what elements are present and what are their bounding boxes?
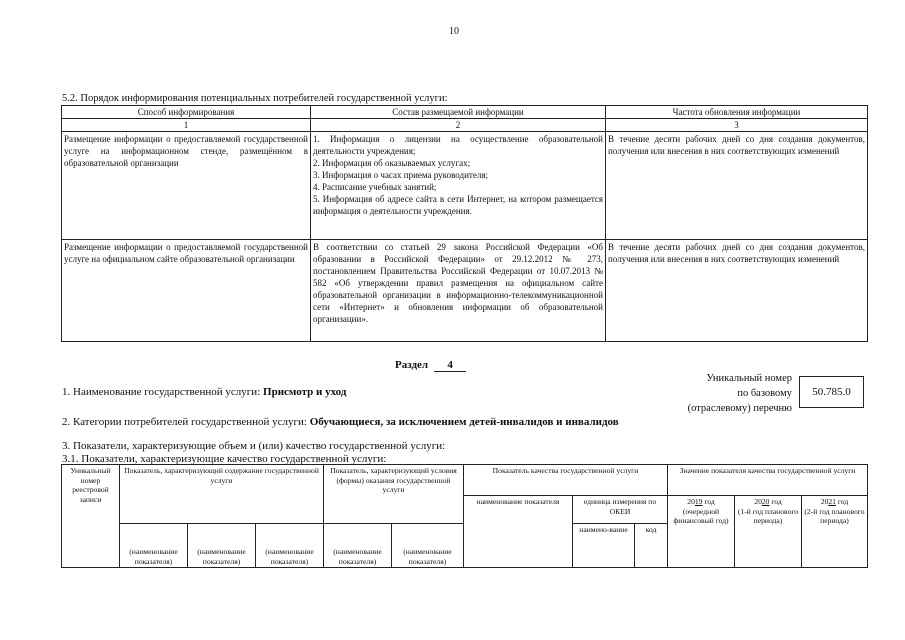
content-indicator-1: (наименование показателя): [120, 524, 188, 568]
quality-indicators-heading: 3.1. Показатели, характеризующие качество государственной услуги:: [62, 453, 387, 465]
col-unit-code: код: [635, 524, 668, 568]
year-1-note: (очередной финансовый год): [673, 506, 729, 525]
row1-method: Размещение информации о предоставляемой государственной услуге на информационном стенде, размещённом в образовательной организации: [62, 132, 311, 240]
row1-content-line: 5. Информация об адресе сайта в сети Интернет, на котором размещается информация о деятельности учреждения.: [313, 194, 603, 216]
consumer-category-prefix: 2. Категории потребителей государственной услуги:: [62, 416, 310, 428]
col-unique-record: Уникальный номер реестровой записи: [62, 465, 120, 568]
table-header-row: [62, 106, 868, 119]
col-indicator-name: наименование показателя: [464, 496, 573, 568]
col-quality-values: Значение показателя качества государственной услуги: [668, 465, 868, 496]
year-2-value: 20: [761, 497, 770, 506]
table-number-row: [62, 119, 868, 132]
table2-header-row: [62, 465, 868, 496]
col-unit-okei: единица измерения по ОКЕИ: [573, 496, 668, 524]
header-frequency: Частота обновления информации: [606, 106, 868, 119]
service-name-value: Присмотр и уход: [263, 386, 347, 398]
col-quality-indicator: Показатель качества государственной услуги: [464, 465, 668, 496]
col-year-3: 2021 год (2-й год планового периода): [802, 496, 868, 568]
condition-indicator-1: (наименование показателя): [324, 524, 392, 568]
year-3-value: 21: [828, 497, 836, 506]
header-num-3: 3: [606, 119, 868, 132]
unique-number-line1: Уникальный номер: [706, 373, 792, 384]
year-1-value: 19: [694, 497, 703, 506]
col-year-2: 2020 год (1-й год планового периода): [735, 496, 802, 568]
row1-content-line: 4. Расписание учебных занятий;: [313, 182, 437, 192]
year-2-note: (1-й год планового периода): [737, 506, 799, 525]
unique-number-line3: (отраслевому) перечню: [687, 403, 792, 414]
year-3-note: (2-й год планового периода): [804, 506, 865, 525]
row2-content: В соответствии со статьей 29 закона Российской Федерации «Об образовании в Российской Федерации» от 29.12.2012 № 273, постановлением Правительства Российской Федерации от 10.07.2013 № 582 «Об утверждении правил размещения на официальном сайте образовательной организации в информационно-телекоммуникационной сети «Интернет» и обновления информации об образовательной организации».: [311, 240, 606, 342]
header-num-1: 1: [62, 119, 311, 132]
header-num-2: 2: [311, 119, 606, 132]
header-content: Состав размещаемой информации: [311, 106, 606, 119]
row1-content-line: 1. Информация о лицензии на осуществление образовательной деятельности учреждения;: [313, 134, 603, 156]
row1-content-line: 3. Информация о часах приема руководителя;: [313, 170, 488, 180]
unique-number-label: [688, 371, 792, 416]
consumer-category-line: [62, 416, 619, 428]
content-indicator-3: (наименование показателя): [256, 524, 324, 568]
condition-indicator-2: (наименование показателя): [392, 524, 464, 568]
content-indicator-2: (наименование показателя): [188, 524, 256, 568]
row1-frequency: В течение десяти рабочих дней со дня создания документов, получения или внесения в них соответствующих изменений: [606, 132, 868, 240]
quality-indicators-table: [61, 464, 868, 568]
row2-frequency: В течение десяти рабочих дней со дня создания документов, получения или внесения в них соответствующих изменений: [606, 240, 868, 342]
table-row: [62, 132, 868, 240]
col-content-indicator: Показатель, характеризующий содержание государственной услуги: [120, 465, 324, 496]
col-conditions-indicator: Показатель, характеризующий условия (формы) оказания государственной услуги: [324, 465, 464, 496]
col-year-1: 2019 год (очередной финансовый год): [668, 496, 735, 568]
col-unit-name: наимено-вание: [573, 524, 635, 568]
row1-content: [311, 132, 606, 240]
section-5-2-title: 5.2. Порядок информирования потенциальных потребителей государственной услуги:: [62, 93, 448, 104]
section-number: 4: [434, 359, 466, 372]
section-heading: [395, 359, 466, 372]
consumer-category-value: Обучающиеся, за исключением детей-инвалидов и инвалидов: [309, 416, 619, 428]
row2-method: Размещение информации о предоставляемой государственной услуге на официальном сайте образовательной организации: [62, 240, 311, 342]
section-label: Раздел: [395, 359, 429, 371]
unique-number-value: 50.785.0: [799, 376, 864, 408]
table-row: [62, 240, 868, 342]
header-method: Способ информирования: [62, 106, 311, 119]
informing-table: [61, 105, 868, 342]
service-name-prefix: 1. Наименование государственной услуги:: [62, 386, 264, 398]
row1-content-line: 2. Информация об оказываемых услугах;: [313, 158, 471, 168]
table2-subheader-row: [62, 496, 868, 524]
unique-number-line2: по базовому: [737, 388, 792, 399]
page-number: 10: [449, 26, 459, 37]
service-name-line: [62, 386, 346, 398]
indicators-heading: 3. Показатели, характеризующие объем и (или) качество государственной услуги:: [62, 440, 446, 452]
